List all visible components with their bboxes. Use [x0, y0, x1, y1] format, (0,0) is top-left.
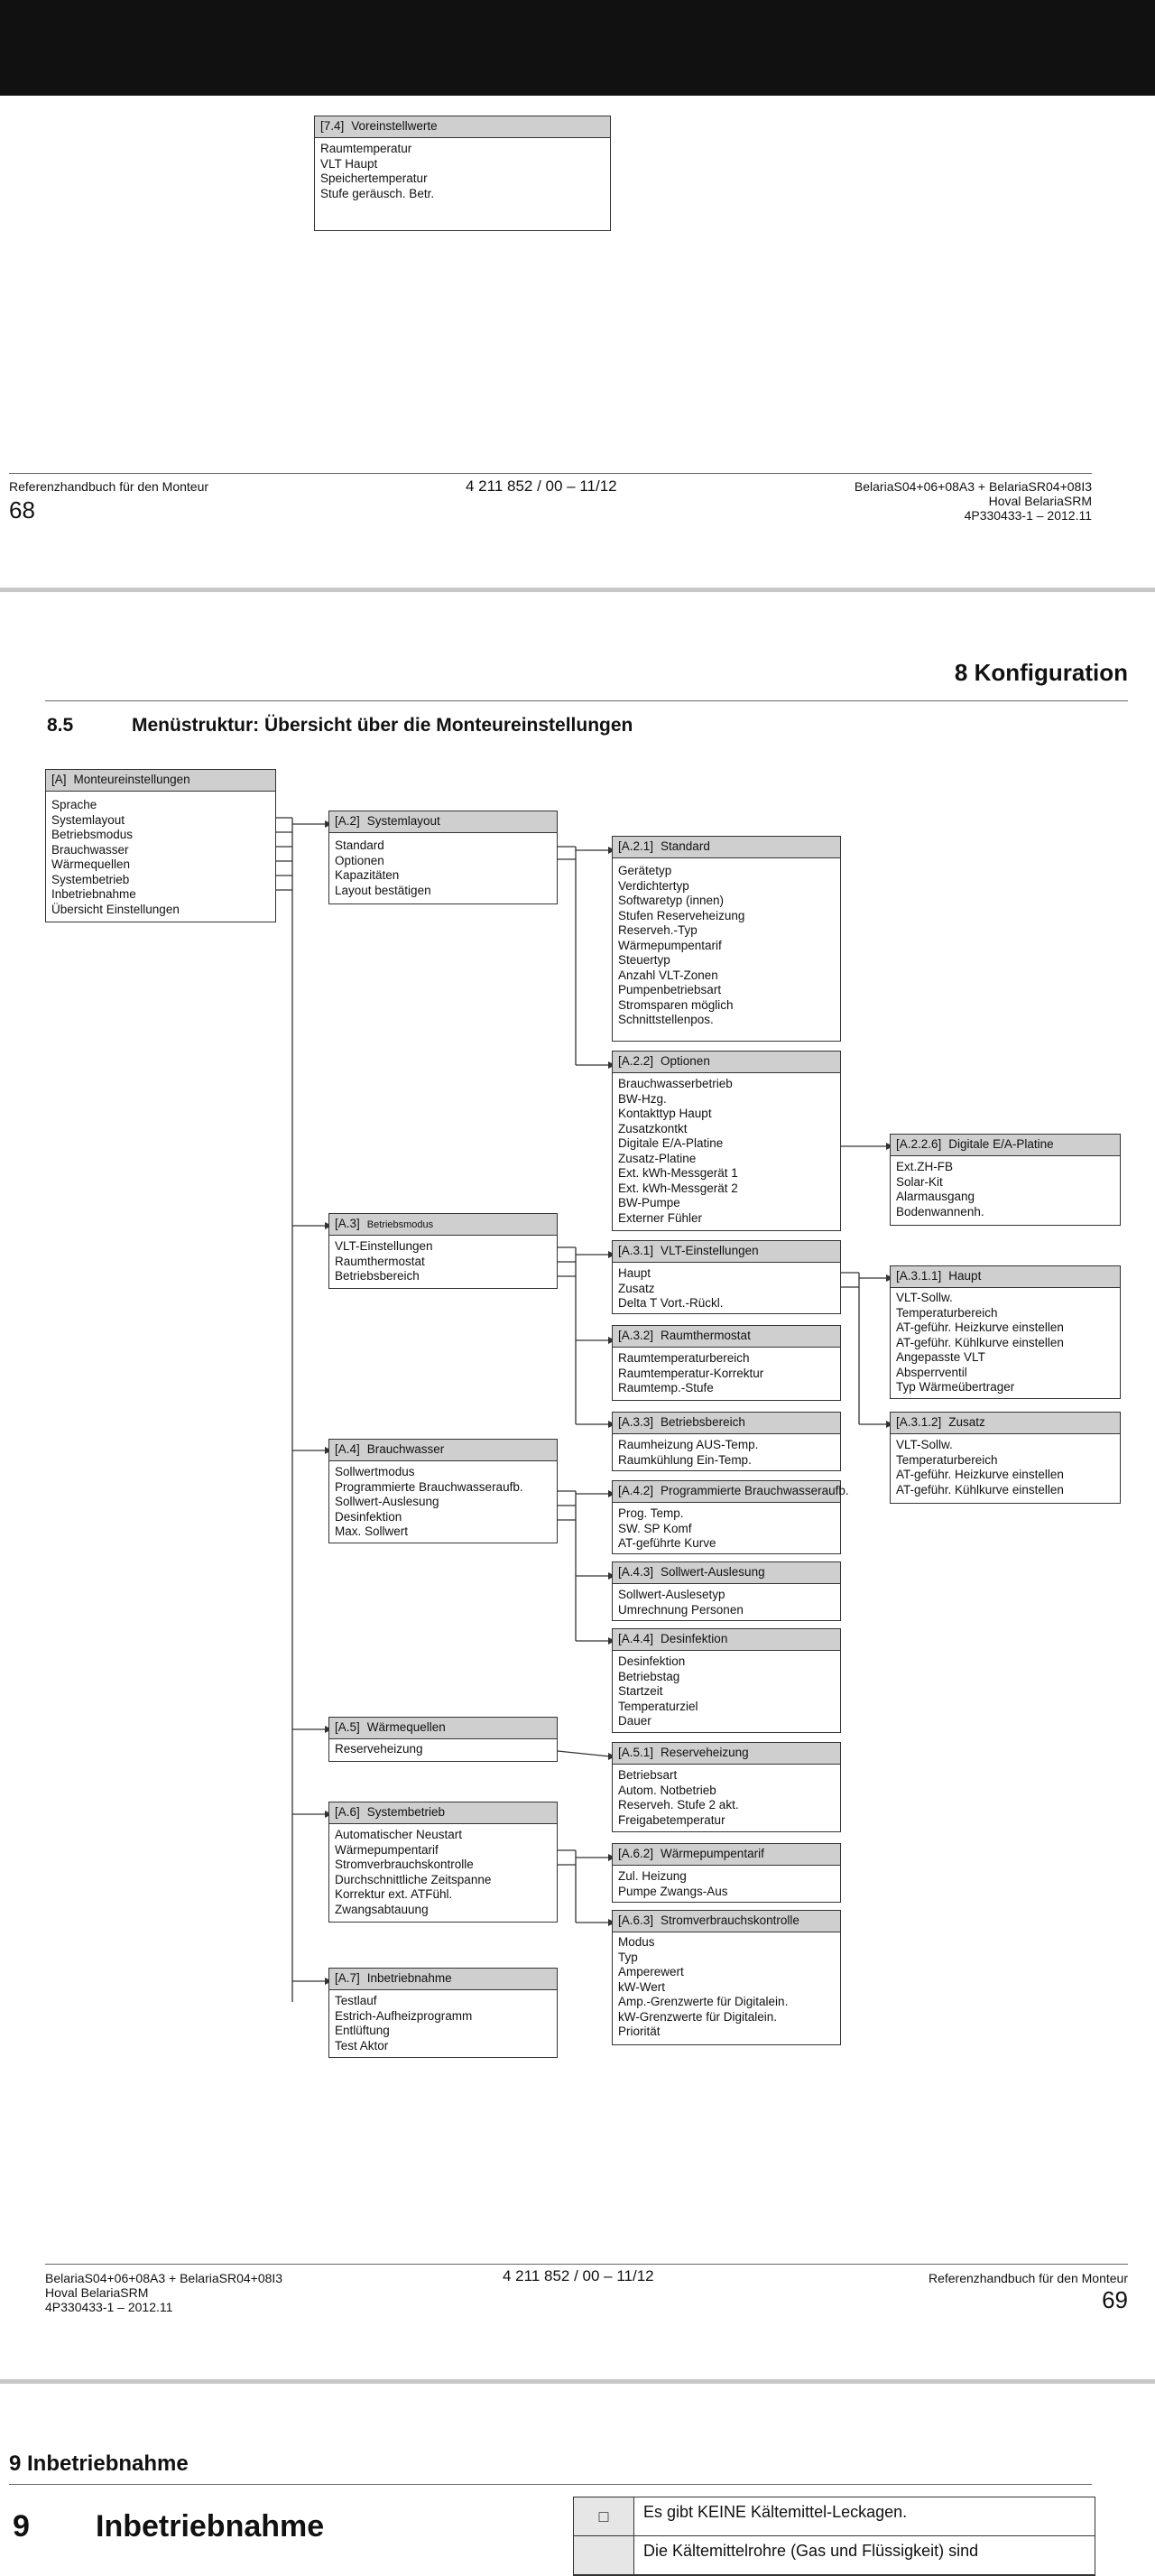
menu-item: kW-Grenzwerte für Digitalein.	[618, 2009, 778, 2024]
menu-box-A6	[328, 1802, 558, 1923]
menu-box-A51	[612, 1742, 841, 1832]
menu-item: Raumthermostat	[335, 1254, 425, 1268]
menu-box-header: [A.3.3] Betriebsbereich	[613, 1413, 840, 1434]
commissioning-checklist	[573, 2497, 1095, 2576]
menu-item: Raumtemperaturbereich	[618, 1351, 750, 1365]
menu-item: BW-Hzg.	[618, 1091, 667, 1106]
menu-item: AT-geführ. Heizkurve einstellen	[896, 1320, 1064, 1334]
menu-box-header: [A.7] Inbetriebnahme	[329, 1969, 557, 1990]
menu-item: Test Aktor	[335, 2038, 389, 2052]
menu-item: Steuertyp	[618, 953, 670, 967]
menu-item: Reserveh.-Typ	[618, 923, 698, 937]
menu-item: Typ Wärmeübertrager	[896, 1380, 1015, 1394]
menu-item: Bodenwannenh.	[896, 1204, 984, 1219]
menu-item: Raumheizung AUS-Temp.	[618, 1438, 759, 1451]
menu-item: Estrich-Aufheizprogramm	[335, 2008, 473, 2023]
footer-right-line: Hoval BelariaSRM	[988, 494, 1092, 508]
checkbox[interactable]: □	[574, 2497, 634, 2535]
section-title: Menüstruktur: Übersicht über die Monteureinstellungen	[132, 715, 633, 736]
menu-box-header: [A.2.1] Standard	[613, 837, 840, 858]
menu-item: kW-Wert	[618, 1979, 665, 1994]
menu-item: Max. Sollwert	[335, 1524, 409, 1538]
menu-item: Modus	[618, 1935, 655, 1949]
menu-box-header: [7.4] Voreinstellwerte	[315, 116, 610, 138]
menu-item: Temperaturbereich	[896, 1452, 998, 1467]
menu-item: Reserveh. Stufe 2 akt.	[618, 1798, 739, 1812]
menu-item: Delta T Vort.-Rückl.	[618, 1296, 724, 1310]
menu-item: Dauer	[618, 1714, 651, 1728]
menu-item: AT-geführ. Heizkurve einstellen	[896, 1468, 1064, 1481]
menu-item: Haupt	[618, 1266, 651, 1280]
menu-item: Schnittstellenpos.	[618, 1013, 714, 1026]
menu-item: Priorität	[618, 2025, 661, 2038]
menu-box-header: [A.5] Wärmequellen	[329, 1718, 557, 1739]
menu-item: Stromverbrauchskontrolle	[335, 1858, 474, 1871]
footer-right-title: Referenzhandbuch für den Monteur	[928, 2271, 1128, 2285]
menu-item: Ext.ZH-FB	[896, 1160, 953, 1173]
menu-item: Softwaretyp (innen)	[618, 894, 725, 907]
menu-item: Umrechnung Personen	[618, 1602, 744, 1617]
menu-item: Stufe geräusch. Betr.	[320, 186, 435, 200]
menu-box-A5	[328, 1717, 558, 1762]
menu-item: Entlüftung	[335, 2024, 390, 2037]
chapter-title: Inbetriebnahme	[96, 2509, 325, 2544]
menu-item: VLT-Sollw.	[896, 1291, 953, 1304]
menu-box-A4	[328, 1439, 558, 1543]
menu-item: Reserveheizung	[335, 1742, 423, 1756]
menu-item: Ext. kWh-Messgerät 2	[618, 1181, 738, 1195]
checkbox[interactable]	[574, 2536, 634, 2574]
menu-item: Temperaturbereich	[896, 1305, 998, 1320]
footer-center: 4 211 852 / 00 – 11/12	[466, 477, 617, 495]
menu-box-header: [A.2.2.6] Digitale E/A-Platine	[891, 1135, 1120, 1156]
menu-box-A33	[612, 1412, 841, 1471]
menu-item: Amperewert	[618, 1965, 684, 1978]
footer-left-line: 4P330433-1 – 2012.11	[45, 2300, 173, 2314]
page-separator	[0, 2379, 1155, 2384]
menu-item: Testlauf	[335, 1994, 377, 2007]
menu-box-A44	[612, 1628, 841, 1733]
menu-item: Brauchwasser	[51, 842, 129, 857]
menu-item: Betriebstag	[618, 1669, 680, 1683]
menu-item: Angepasste VLT	[896, 1350, 985, 1364]
menu-box-A311	[890, 1265, 1121, 1399]
chapter-running-head: 9 Inbetriebnahme	[9, 2451, 189, 2476]
menu-item: Übersicht Einstellungen	[51, 902, 180, 916]
menu-item: Anzahl VLT-Zonen	[618, 968, 718, 982]
menu-item: Wärmepumpentarif	[335, 1842, 439, 1857]
menu-box-header: [A.6.3] Stromverbrauchskontrolle	[613, 1911, 840, 1932]
menu-item: Optionen	[335, 853, 384, 867]
menu-item: Zusatzkontkt	[618, 1121, 688, 1135]
menu-item: Absperrventil	[896, 1365, 967, 1379]
menu-item: Sollwertmodus	[335, 1465, 415, 1478]
menu-item: Brauchwasserbetrieb	[618, 1077, 733, 1090]
menu-item: Ext. kWh-Messgerät 1	[618, 1166, 738, 1180]
menu-item: AT-geführte Kurve	[618, 1536, 716, 1550]
menu-item: SW. SP Komf	[618, 1521, 692, 1535]
menu-item: Sollwert-Auslesetyp	[618, 1588, 725, 1601]
menu-box-header: [A] Monteureinstellungen	[46, 770, 275, 792]
menu-item: Digitale E/A-Platine	[618, 1136, 724, 1150]
menu-item: BW-Pumpe	[618, 1196, 680, 1209]
footer-center: 4 211 852 / 00 – 11/12	[503, 2267, 654, 2284]
header-rule	[9, 2484, 1092, 2485]
menu-item: Desinfektion	[335, 1509, 402, 1524]
menu-box-A63	[612, 1910, 841, 2045]
footer-left-title: Referenzhandbuch für den Monteur	[9, 479, 209, 494]
footer-right-line: BelariaS04+06+08A3 + BelariaSR04+08I3	[854, 479, 1092, 494]
menu-item: Standard	[335, 839, 384, 852]
menu-box-A42	[612, 1480, 849, 1554]
menu-item: Externer Fühler	[618, 1210, 703, 1225]
menu-box-header: [A.4] Brauchwasser	[329, 1440, 557, 1461]
checklist-text: Die Kältemittelrohre (Gas und Flüssigkeit) sind	[643, 2542, 979, 2560]
menu-item: Autom. Notbetrieb	[618, 1783, 716, 1797]
footer-left-line: Hoval BelariaSRM	[45, 2285, 149, 2300]
menu-box-header: [A.2] Systemlayout	[329, 811, 557, 833]
menu-box-A7	[328, 1968, 558, 2058]
footer-page-number: 68	[9, 496, 35, 524]
menu-item: Desinfektion	[618, 1654, 686, 1668]
menu-box-header: [A.2.2] Optionen	[613, 1052, 840, 1073]
menu-box-A22	[612, 1051, 841, 1231]
menu-box-header: [A.4.2] Programmierte Brauchwasseraufb.	[613, 1481, 840, 1503]
menu-item: Zusatz-Platine	[618, 1151, 697, 1165]
menu-item: VLT Haupt	[320, 156, 378, 171]
menu-box-A43	[612, 1561, 841, 1621]
menu-item: Alarmausgang	[896, 1190, 975, 1203]
menu-box-header: [A.6] Systembetrieb	[329, 1802, 557, 1824]
menu-box-header: [A.3.1.2] Zusatz	[891, 1413, 1120, 1434]
menu-item: Amp.-Grenzwerte für Digitalein.	[618, 1995, 789, 2008]
menu-item: Wärmequellen	[51, 857, 131, 871]
menu-item: Kapazitäten	[335, 868, 400, 882]
menu-item: Systemlayout	[51, 812, 125, 827]
menu-box-A2	[328, 811, 558, 904]
menu-item: Betriebsart	[618, 1768, 678, 1782]
menu-item: Durchschnittliche Zeitspanne	[335, 1872, 492, 1886]
menu-item: Verdichtertyp	[618, 878, 689, 893]
menu-item: Raumtemp.-Stufe	[618, 1381, 714, 1395]
menu-item: Gerätetyp	[618, 864, 672, 877]
footer-right-line: 4P330433-1 – 2012.11	[964, 508, 1092, 523]
menu-box-A62	[612, 1843, 841, 1903]
menu-item: Inbetriebnahme	[51, 887, 136, 901]
section-number: 8.5	[47, 715, 74, 736]
menu-box-header: [A.6.2] Wärmepumpentarif	[613, 1844, 840, 1866]
menu-item: Raumtemperatur-Korrektur	[618, 1366, 764, 1380]
checklist-row	[574, 2536, 1095, 2575]
menu-item: Stufen Reserveheizung	[618, 908, 745, 922]
menu-item: Raumtemperatur	[320, 142, 412, 155]
menu-item: Programmierte Brauchwasseraufb.	[335, 1479, 523, 1494]
menu-item: Pumpe Zwangs-Aus	[618, 1884, 728, 1898]
menu-item: Layout bestätigen	[335, 883, 431, 897]
menu-item: Wärmepumpentarif	[618, 938, 722, 952]
menu-box-A	[45, 769, 276, 922]
menu-item: Zusatz	[618, 1281, 655, 1295]
menu-item: Zul. Heizung	[618, 1869, 687, 1883]
menu-box-A31	[612, 1240, 841, 1314]
menu-box-header: [A.5.1] Reserveheizung	[613, 1743, 840, 1765]
footer-left-line: BelariaS04+06+08A3 + BelariaSR04+08I3	[45, 2271, 283, 2285]
menu-item: Raumkühlung Ein-Temp.	[618, 1452, 752, 1467]
footer-page-number: 69	[1102, 2286, 1128, 2313]
menu-item: Solar-Kit	[896, 1174, 943, 1189]
menu-item: Kontakttyp Haupt	[618, 1107, 712, 1120]
checklist-row	[574, 2497, 1095, 2536]
menu-item: Systembetrieb	[51, 872, 130, 886]
menu-box-A3	[328, 1213, 558, 1289]
chapter-running-head: 8 Konfiguration	[954, 659, 1128, 686]
checklist-text: Es gibt KEINE Kältemittel-Leckagen.	[643, 2503, 908, 2521]
menu-box-header: [A.4.4] Desinfektion	[613, 1629, 840, 1651]
menu-item: AT-geführ. Kühlkurve einstellen	[896, 1482, 1064, 1496]
chapter-number: 9	[13, 2509, 30, 2544]
menu-item: Startzeit	[618, 1684, 663, 1698]
menu-item: Stromsparen möglich	[618, 997, 734, 1012]
menu-item: VLT-Einstellungen	[335, 1239, 433, 1253]
menu-item: Automatischer Neustart	[335, 1828, 463, 1841]
menu-box-header: [A.3] Betriebsmodus	[329, 1214, 557, 1236]
menu-box-header: [A.3.1] VLT-Einstellungen	[613, 1241, 840, 1263]
menu-item: Typ	[618, 1950, 638, 1964]
menu-box-A32	[612, 1325, 841, 1401]
menu-box-header: [A.3.2] Raumthermostat	[613, 1326, 840, 1348]
menu-item: Speichertemperatur	[320, 171, 428, 185]
menu-item: Sollwert-Auslesung	[335, 1495, 439, 1508]
menu-item: Zwangsabtauung	[335, 1902, 429, 1916]
menu-box-header: [A.4.3] Sollwert-Auslesung	[613, 1562, 840, 1584]
menu-box-header: [A.3.1.1] Haupt	[891, 1266, 1120, 1288]
menu-item: Betriebsmodus	[51, 828, 134, 841]
menu-item: Prog. Temp.	[618, 1506, 684, 1520]
menu-box-A226	[890, 1134, 1121, 1226]
menu-box-A21	[612, 836, 841, 1042]
menu-item: Korrektur ext. ATFühl.	[335, 1887, 453, 1901]
menu-item: Temperaturziel	[618, 1699, 698, 1713]
footer-rule	[45, 2264, 1128, 2265]
menu-item: AT-geführ. Kühlkurve einstellen	[896, 1335, 1064, 1349]
menu-box-A312	[890, 1412, 1121, 1504]
menu-item: Betriebsbereich	[335, 1269, 420, 1283]
menu-item: Sprache	[51, 798, 97, 811]
footer-left-block	[45, 2271, 282, 2314]
menu-item: Pumpenbetriebsart	[618, 983, 722, 996]
menu-item: Freigabetemperatur	[618, 1812, 725, 1827]
menu-item: VLT-Sollw.	[896, 1438, 953, 1451]
